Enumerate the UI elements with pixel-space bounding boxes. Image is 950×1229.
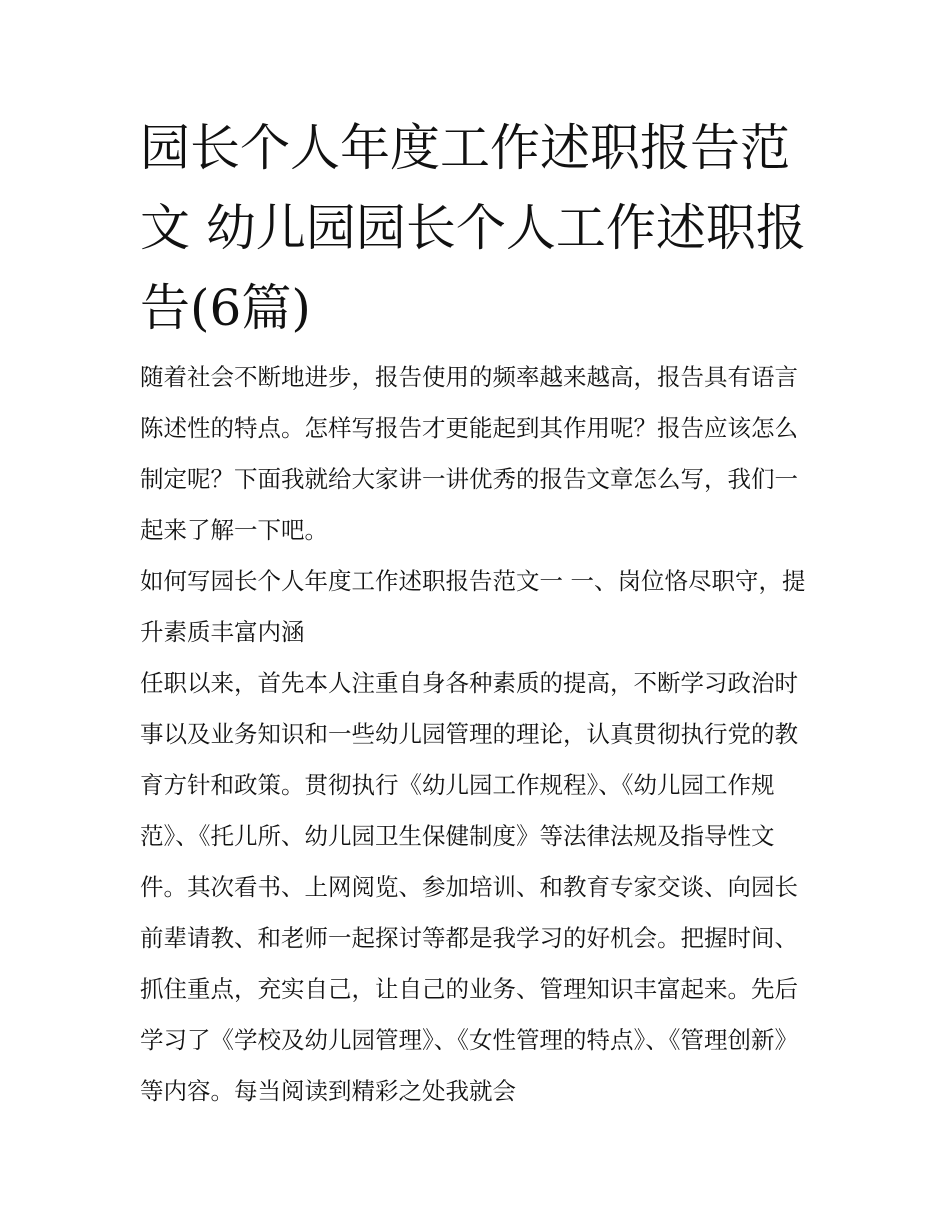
section-heading: 如何写园长个人年度工作述职报告范文一 一、岗位恪尽职守，提升素质丰富内涵 — [140, 567, 806, 646]
document-title: 园长个人年度工作述职报告范文 幼儿园园长个人工作述职报告(6篇) — [140, 119, 806, 337]
body-paragraph: 任职以来，首先本人注重自身各种素质的提高，不断学习政治时事以及业务知识和一些幼儿园管理的理论，认真贯彻执行党的教育方针和政策。贯彻执行《幼儿园工作规程》、《幼儿园工作规范》、《托儿所、幼儿园卫生保健制度》等法律法规及指导性文件。其次看书、上网阅览、参加培训、和教育专家交谈、向园长前辈请教、和老师一起探讨等都是我学习的好机会。把握时间、抓住重点，充实自己，让自己的业务、管理知识丰富起来。先后学习了《学校及幼儿园管理》、《女性管理的特点》、《管理创新》等内容。每当阅读到精彩之处我就会 — [140, 669, 798, 1105]
document-content — [140, 108, 820, 1117]
intro-paragraph: 随着社会不断地进步，报告使用的频率越来越高，报告具有语言陈述性的特点。怎样写报告才更能起到其作用呢？报告应该怎么制定呢？下面我就给大家讲一讲优秀的报告文章怎么写，我们一起来了解一下吧。 — [140, 363, 798, 544]
